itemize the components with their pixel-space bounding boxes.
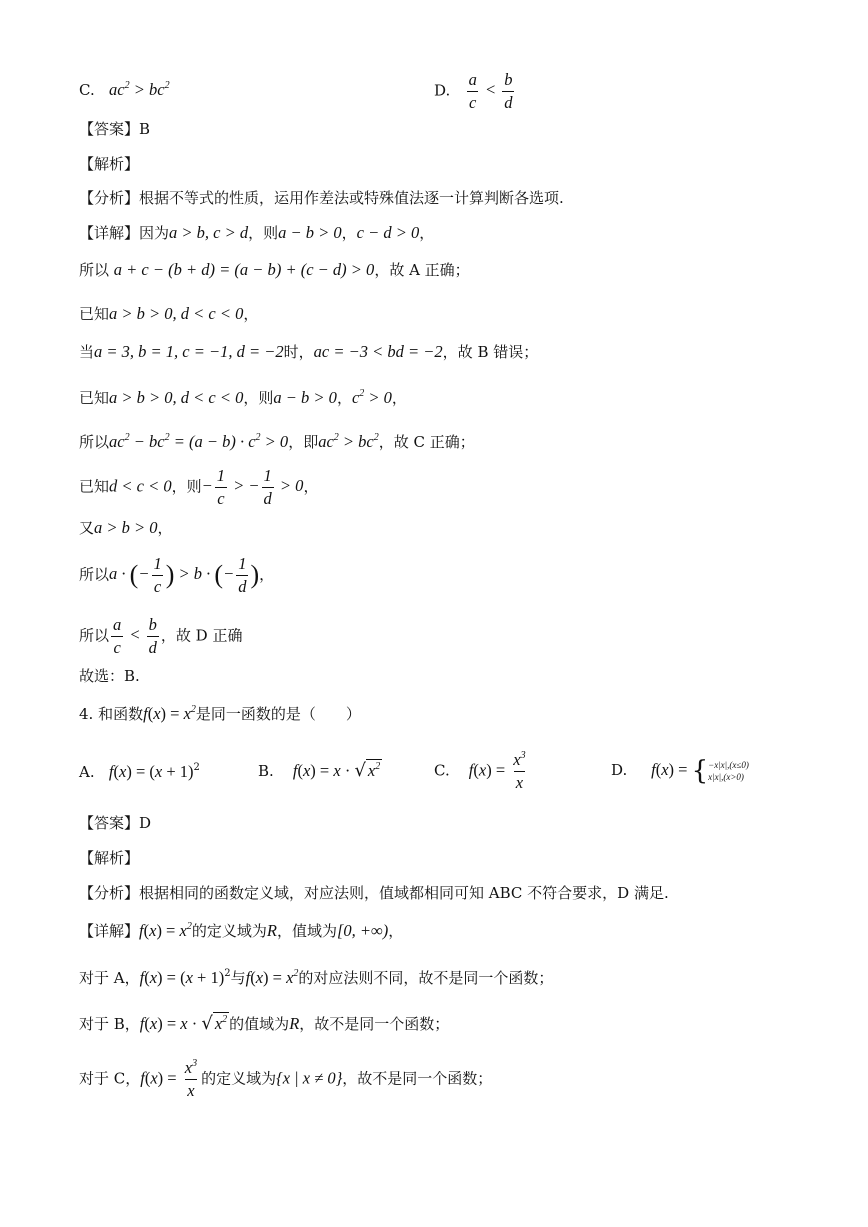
q3-option-c-formula: $ac^2 > bc^2$ [109, 80, 170, 99]
q3-fenxi: 【分析】根据不等式的性质，运用作差法或特殊值法逐一计算判断各选项. [79, 189, 564, 207]
q3-detail-line-5: 已知a > b > 0, d < c < 0，则a − b > 0，$c^2 > 0$， [79, 388, 407, 407]
q4-analysis-title: 【解析】 [79, 849, 140, 867]
q4-option-d: D. f(x) = { −x|x|,(x≤0) x|x|,(x>0) [611, 756, 749, 786]
q3-detail-line-3: 已知a > b > 0, d < c < 0， [79, 304, 259, 323]
q4-stem: 4. 和函数$f(x) = x^2$是同一函数的是（ ） [79, 704, 361, 723]
q4-detail-line-4: 对于 C，f(x) = $\frac{x^3}{x}$ 的定义域为{x | x ≠ 0}，故不是同一个函数； [79, 1058, 493, 1100]
q3-detail-line-9: 所以a · (− $\frac{1}{c}$ ) > b · (− $\frac{1}{d}$ )， [79, 554, 275, 596]
q3-detail-line-2: 所以 a + c − (b + d) = (a − b) + (c − d) > 0，故 A 正确； [79, 260, 470, 279]
q3-answer: 【答案】B [79, 120, 151, 138]
q3-analysis-title: 【解析】 [79, 155, 140, 173]
q3-detail-line-1: 【详解】因为a > b, c > d，则a − b > 0，c − d > 0， [79, 223, 435, 242]
q3-detail-line-4: 当a = 3, b = 1, c = −1, d = −2时，ac = −3 < bd = −2，故 B 错误； [79, 342, 539, 361]
q4-detail-line-3: 对于 B，f(x) = x · √ $x^2$ 的值域为R，故不是同一个函数； [79, 1013, 450, 1034]
q3-option-c: C. $ac^2 > bc^2$ [79, 80, 170, 99]
q3-final-choice: 故选：B. [79, 667, 140, 685]
q4-option-a: A. $f(x) = (x + 1)^2$ [79, 762, 200, 781]
q3-option-d: D. $\frac{a}{c}$ < $\frac{b}{d}$ [434, 72, 516, 111]
q4-answer: 【答案】D [79, 814, 152, 832]
q4-option-c: C. f(x) = $\frac{x^3}{x}$ [434, 750, 526, 792]
q4-option-b: B. f(x) = x · √ $x^2$ [258, 760, 381, 781]
q4-detail-line-2: 对于 A，$f(x) = (x + 1)^2$与$f(x) = x^2$的对应法则不同，故不是同一个函数； [79, 968, 554, 987]
q3-detail-line-6: 所以$ac^2 - bc^2 = (a - b) \cdot c^2 > 0$，即$ac^2 > bc^2$，故 C 正确； [79, 432, 475, 451]
q3-option-d-formula: $\frac{a}{c}$ < $\frac{b}{d}$ [468, 70, 513, 112]
q4-fenxi: 【分析】根据相同的函数定义域，对应法则，值域都相同可知 ABC 不符合要求，D 满足. [79, 884, 669, 902]
q3-detail-line-7: 已知d < c < 0，则− $\frac{1}{c}$ > − $\frac{1}{d}$ > 0， [79, 466, 319, 508]
q3-detail-line-8: 又a > b > 0， [79, 518, 173, 537]
q3-detail-line-10: 所以 $\frac{a}{c}$ < $\frac{b}{d}$ ，故 D 正确 [79, 615, 243, 657]
q4-detail-line-1: 【详解】$f(x) = x^2$的定义域为R，值域为[0, +∞)， [79, 921, 404, 940]
